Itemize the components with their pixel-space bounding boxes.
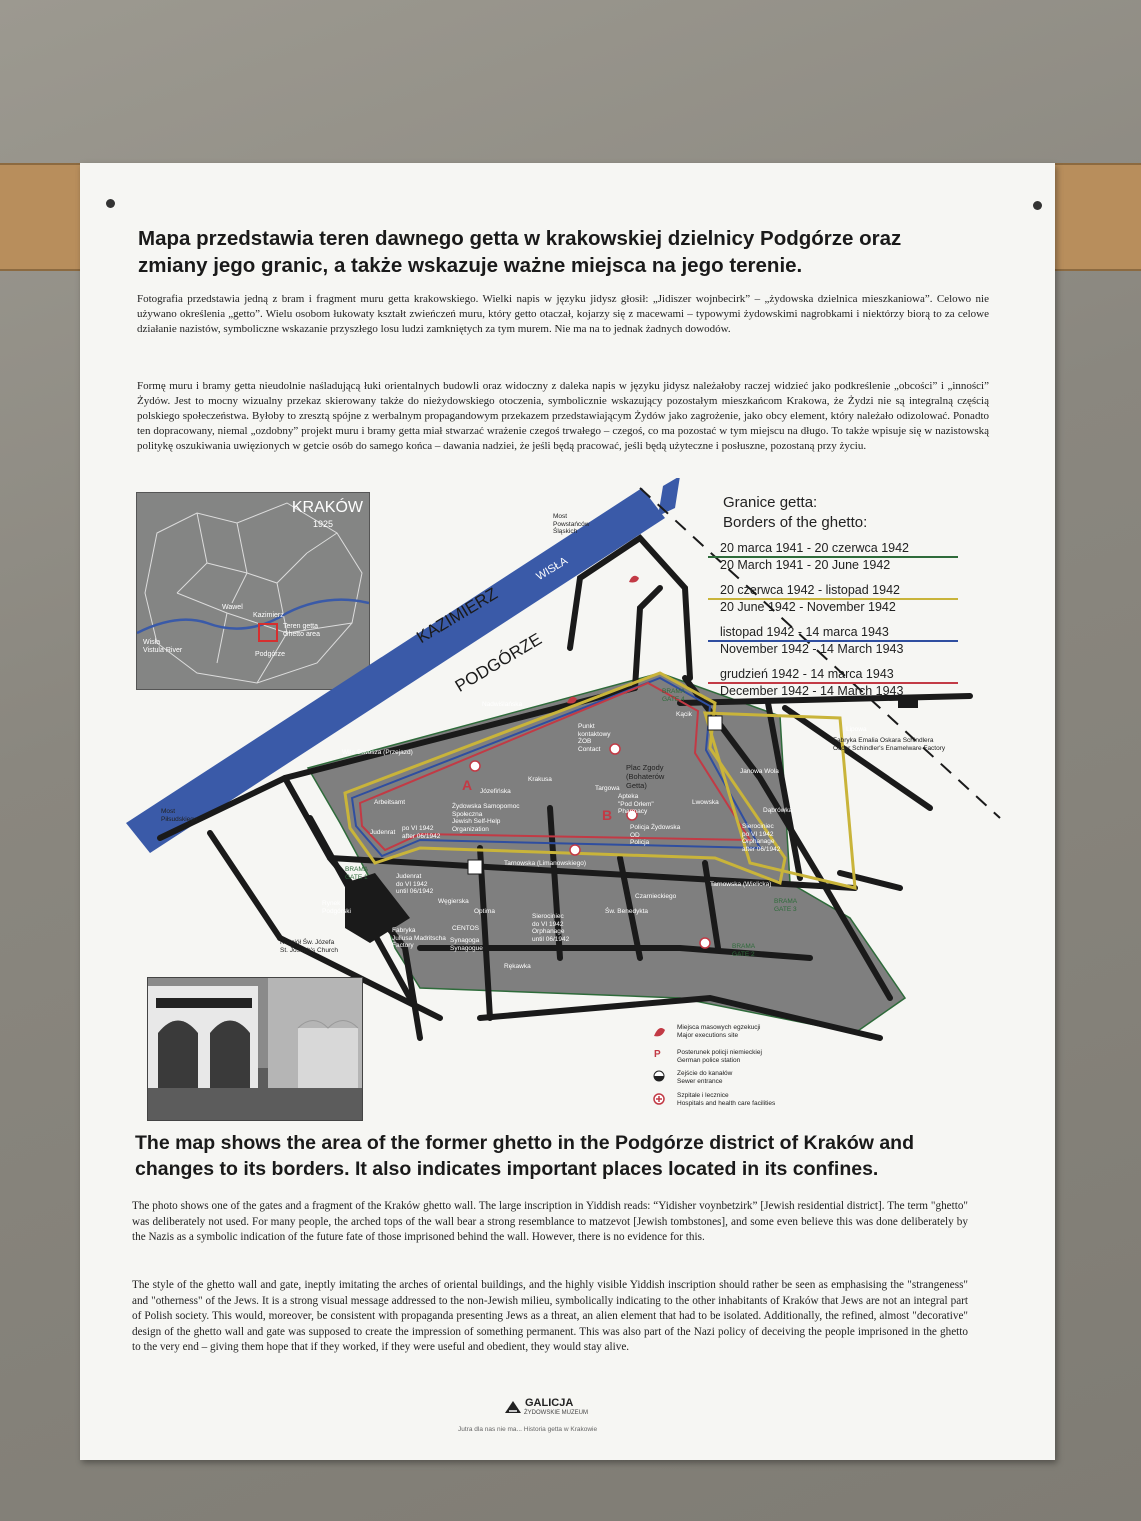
map-label-apteka: Apteka "Pod Orłem" Pharmacy <box>618 793 654 815</box>
sewer-icon <box>653 1070 665 1082</box>
legend-item-pl: listopad 1942 - 14 marca 1943 <box>708 625 958 642</box>
inset-label-wisla: Wisła Vistula River <box>143 639 183 654</box>
map-label-a: A <box>462 777 473 793</box>
inset-title: KRAKÓW <box>291 499 363 516</box>
legend-item-en: November 1942 - 14 March 1943 <box>720 642 904 656</box>
logo-name: GALICJA <box>525 1397 574 1409</box>
ghetto-gate-photo <box>147 977 363 1121</box>
legend-item-2 <box>708 583 958 615</box>
map-label-kosciol: Kościół Św. Józefa St. Joseph's Church <box>280 939 338 954</box>
paragraph-english-1: The photo shows one of the gates and a fragment of the Kraków ghetto wall. The large inscription in Yiddish reads: “Yidisher voynbetzirk” [Jewish residential district]. The term "ghetto" was deliberately not used. For many people, the arched tops of the wall bear a strong resemblance to matzevot [Jewish tombstones], and some even believe this was done deliberately by the Nazis as a symbolic indication of the future fate of those imprisoned behind the wall. However, there is no evidence for this. <box>132 1200 968 1243</box>
symbol-legend-hospitals: Szpitale i lecznice Hospitals and health care facilities <box>677 1092 776 1107</box>
map-label-wegierska: Węgierska <box>438 898 469 905</box>
map-label-nadwislanska: Nadwiślańska <box>482 701 523 708</box>
map-label-sierociniec-2: Sierociniec do VI 1942 Orphanage until 06/1942 <box>532 913 570 943</box>
legend-title: Granice getta: Borders of the ghetto: <box>723 494 868 531</box>
legend-item-1 <box>708 541 958 573</box>
map-label-lwowska: Lwowska <box>692 799 719 806</box>
map-label-b: B <box>602 807 613 823</box>
map-label-wisla: WISŁA <box>534 555 570 583</box>
symbol-legend-executions: Miejsca masowych egzekucji Major executions site <box>677 1024 761 1039</box>
map-label-rynek: Rynek Podgórski <box>322 900 351 915</box>
map-label-brama-1: BRAMA GATE 1 <box>345 866 369 881</box>
legend-item-en: December 1942 - 14 March 1943 <box>720 684 904 698</box>
map-label-kazimierz: KAZIMIERZ <box>413 584 501 648</box>
map-label-lipowa: Lipowa <box>846 726 867 733</box>
map-label-synagoga: Synagoga Synagogue <box>450 937 483 952</box>
legend-item-en: 20 March 1941 - 20 June 1942 <box>720 558 891 572</box>
map-label-brama-3: BRAMA GATE 3 <box>774 898 798 913</box>
inset-label-podgorze: Podgórze <box>255 651 285 658</box>
map-label-wielicka: Tarnowska (Wielicka) <box>710 881 772 888</box>
galicja-logo-icon <box>504 1399 522 1415</box>
legend-item-3 <box>708 625 958 657</box>
map-label-zydowska: Żydowska Samopomoc Społeczna Jewish Self-Help Organization <box>452 803 520 833</box>
map-label-rekawka: Rękawka <box>504 963 531 970</box>
legend-item-en: 20 June 1942 - November 1942 <box>720 600 896 614</box>
map-label-kacik: Kącik <box>676 711 692 718</box>
inset-label-wawel: Wawel <box>222 604 243 611</box>
map-label-brama-2: BRAMA GATE 2 <box>732 943 756 958</box>
map-label-schindler: Fabryka Emalia Oskara Schindlera Oscar Schindler's Enamelware Factory <box>833 737 946 752</box>
symbol-legend-sewer: Zejście do kanałów Sewer entrance <box>677 1070 733 1085</box>
map-label-sierociniec-1: Sierociniec po VI 1942 Orphanage after 06/1942 <box>742 823 781 853</box>
inset-label-kazimierz: Kazimierz <box>253 612 284 619</box>
inset-label-ghetto: Teren getta Ghetto area <box>283 623 320 638</box>
legend-item-pl: 20 marca 1941 - 20 czerwca 1942 <box>708 541 958 558</box>
map-label-judenrat-2: Judenrat do VI 1942 until 06/1942 <box>396 873 434 895</box>
map-label-dabrowka: Dąbrówka <box>763 807 793 814</box>
ghetto-gate-photo-graphic <box>148 978 362 1120</box>
map-label-most-powstancow: Most Powstańców Śląskich <box>553 513 590 535</box>
map-label-fabryka-madritsch: Fabryka Juliusa Madritscha Factory <box>392 927 446 949</box>
map-label-sw-benedykta: Św. Benedykta <box>605 908 648 915</box>
map-label-jozefinska: Józefińska <box>480 788 511 795</box>
map-label-policja: Policja Żydowska OD Policja <box>630 824 681 846</box>
information-board <box>80 163 1055 1460</box>
map-label-targowa: Targowa <box>595 785 620 792</box>
flame-icon <box>652 1024 666 1038</box>
map-label-limanowskiego: Tarnowska (Limanowskiego) <box>504 860 587 867</box>
map-label-po-vi: po VI 1942 after 06/1942 <box>402 825 441 840</box>
paragraph-english-2: The style of the ghetto wall and gate, ineptly imitating the arches of oriental buildings, and the highly visible Yiddish inscription should rather be seen as emphasising the "strangeness" and "otherness" of the Jews. It is a strong visual message addressed to the non-Jewish milieu, symbolically indicating to the other inhabitants of Kraków that Jews are not an integral part of Polish society. This would, moreover, be consistent with propaganda presenting Jews as a threat, an alien element that had to be isolated. Additionally, the refined, almost "decorative" design of the ghetto wall and gate was supposed to create the impression of something permanent. This was also part of the Nazi policy of deceiving the people imprisoned in the ghetto to the very end – giving them hope that if they worked, if they were useful and obedient, they would stay alive. <box>132 1279 968 1353</box>
paragraph-polish-2: Formę muru i bramy getta nieudolnie naśladującą łuki orientalnych budowli oraz widoczny z daleka napis w języku jidysz należałoby raczej widzieć jako podkreślenie „obcości” i „inności” Żydów. Jest to mocny wizualny przekaz skierowany także do nieżydowskiego otoczenia, symbolicznie wskazujący pozostałym mieszkańcom Krakowa, że Żydzi nie są integralną częścią polskiego społeczeństwa. Byłoby to zresztą spójne z werbalnym propagandowym przekazem przedstawiającym Żydów jako zagrożenie, jako obcy element, który należało odizolować. Ponadto ten dopracowany, niemal „ozdobny” projekt muru i bramy getta miał stwarzać wrażenie czegoś trwałego – czegoś, co ma pozostać w tym miejscu na długo. To także wpisuje się w nazistowską politykę oszukiwania uwięzionych w getcie osób do samego końca – dawania nadziei, że jeśli będą pracować, jeśli będą użyteczne i posłuszne, pozostaną przy życiu. <box>137 380 989 452</box>
paragraph-polish-1: Fotografia przedstawia jedną z bram i fragment muru getta krakowskiego. Wielki napis w języku jidysz głosił: „Jidiszer wojnbecirk” – „żydowska dzielnica mieszkaniowa”. Celowo nie używano określenia „getto”. Wielu osobom łukowaty kształt zwieńczeń muru, który getto otaczał, kojarzy się z macewami – typowymi żydowskimi nagrobkami i niektórzy biorą to za celowe działanie nazistów, symboliczne wskazanie przyszłego losu ludzi zamkniętych za tym murem. Nie ma na to jednak żadnych dowodów. <box>137 293 989 335</box>
heading-polish: Mapa przedstawia teren dawnego getta w krakowskiej dzielnicy Podgórze oraz zmiany jego granic, a także wskazuje ważne miejsca na jego terenie. <box>138 227 902 277</box>
footer-tagline: Jutra dla nas nie ma... Historia getta w Krakowie <box>458 1426 598 1433</box>
map-label-plac-zgody: Plac Zgody (Bohaterów Getta) <box>626 763 665 790</box>
map-label-judenrat: Judenrat <box>370 829 396 836</box>
map-label-optima: Optima <box>474 908 495 915</box>
police-p-icon: P <box>654 1049 661 1060</box>
symbol-legend-police: Posterunek policji niemieckiej German police station <box>677 1049 762 1064</box>
map-label-krakusa: Krakusa <box>528 776 552 783</box>
heading-english: The map shows the area of the former ghetto in the Podgórze district of Kraków and changes to its borders. It also indicates important places located in its confines. <box>135 1132 915 1180</box>
bridge-segment <box>658 478 680 516</box>
map-label-czarnieckiego: Czarnieckiego <box>635 893 677 900</box>
map-label-punkt: Punkt kontaktowy ŻOB Contact <box>578 723 611 753</box>
map-label-arbeitsamt: Arbeitsamt <box>374 799 406 806</box>
screw-icon <box>1033 201 1042 210</box>
legend-item-pl: grudzień 1942 - 14 marca 1943 <box>708 667 958 684</box>
logo-subtitle: ŻYDOWSKIE MUZEUM <box>524 1410 588 1416</box>
map-label-podgorze: PODGÓRZE <box>451 629 545 696</box>
legend-item-4 <box>708 667 958 699</box>
map-label-most-pilsudskiego: Most Piłsudskiego <box>161 808 198 823</box>
screw-icon <box>106 199 115 208</box>
hospital-cross-icon <box>653 1093 665 1105</box>
map-label-janowa-wola: Janowa Wola <box>740 768 779 775</box>
inset-year: 1925 <box>312 519 333 529</box>
map-label-brama-4: BRAMA GATE 4 <box>662 688 686 703</box>
map-label-wita-stwosza: Wita Stwosza (Przejazd) <box>342 749 413 756</box>
map-label-centos: CENTOS <box>452 925 479 932</box>
legend-item-pl: 20 czerwca 1942 - listopad 1942 <box>708 583 958 600</box>
